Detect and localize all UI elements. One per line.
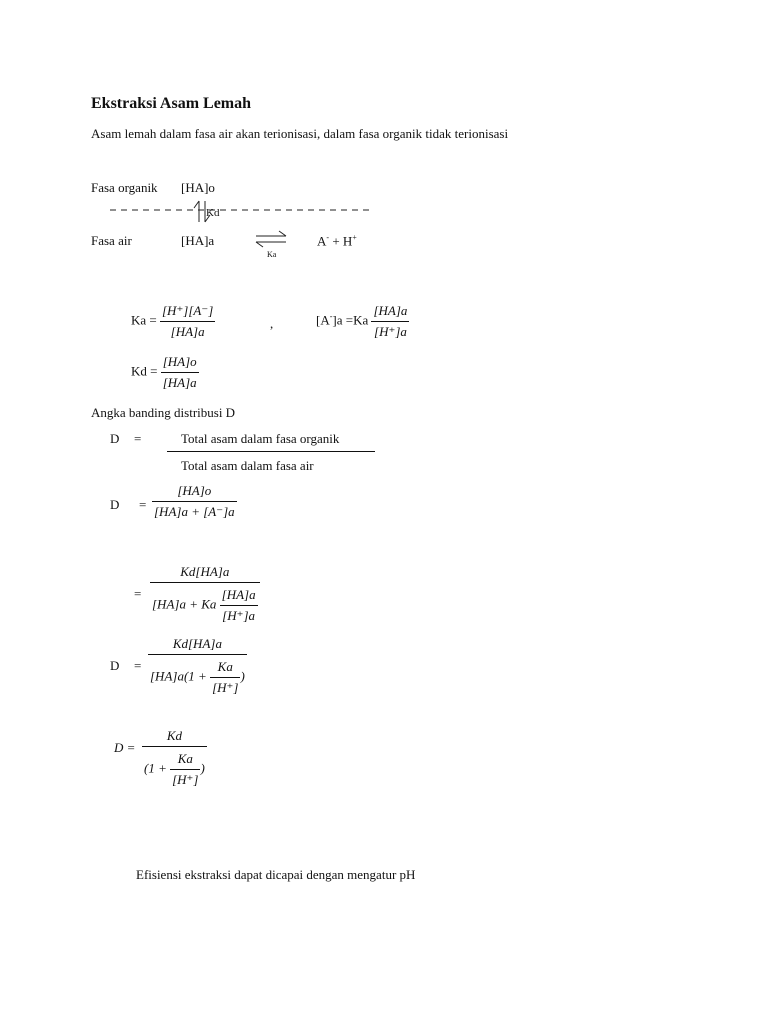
d3-fraction: Kd[HA]a [HA]a(1 + $\frac{Ka}{[H^+]}$ ) xyxy=(150,636,245,695)
fraction-bar xyxy=(167,451,375,452)
distribution-numerator: Total asam dalam fasa organik xyxy=(181,431,340,446)
kd-label: Kd xyxy=(206,207,220,219)
equals-sign: = xyxy=(134,431,142,446)
comma: , xyxy=(270,316,274,331)
d1-lhs: D xyxy=(110,497,120,512)
phase-boundary-diagram xyxy=(100,198,375,228)
d4-lhs: D = xyxy=(114,740,136,755)
d-label: D xyxy=(110,431,120,446)
distribution-heading: Angka banding distribusi D xyxy=(91,405,236,420)
ka-equation: Ka = $\frac{[H^+][A^-]}{[HA]a}$ xyxy=(131,303,214,339)
water-species: [HA]a xyxy=(181,233,215,248)
d2-equals: = xyxy=(134,586,142,601)
water-phase-label: Fasa air xyxy=(91,233,132,248)
organic-phase-label: Fasa organik xyxy=(91,180,158,195)
d1-equals: = xyxy=(139,497,147,512)
conclusion-text: Efisiensi ekstraksi dapat dicapai dengan mengatur pH xyxy=(136,867,416,882)
ionization-products: A- + H+ xyxy=(317,233,357,249)
intro-text: Asam lemah dalam fasa air akan terionisasi, dalam fasa organik tidak terionisasi xyxy=(91,126,509,141)
d4-fraction: Kd (1 + $\frac{Ka}{[H^+]}$ ) xyxy=(144,728,205,787)
kd-equation: Kd = $\frac{[HA]o}{[HA]a}$ xyxy=(131,354,197,390)
a-minus-equation: [A-]a =Ka $\frac{[HA]a}{[H^+]a}$ xyxy=(316,303,408,339)
page-title: Ekstraksi Asam Lemah xyxy=(91,95,252,112)
d2-fraction: Kd[HA]a [HA]a + Ka $\frac{[HA]a}{[H^+]a}$ xyxy=(150,562,260,626)
d3-equals: = xyxy=(134,658,142,673)
partition-arrowhead-up xyxy=(194,201,199,208)
d3-lhs: D xyxy=(110,658,120,673)
equilibrium-arrows-icon xyxy=(254,229,290,249)
ka-label: Ka xyxy=(267,250,277,259)
distribution-denominator: Total asam dalam fasa air xyxy=(181,458,314,473)
d1-fraction: $\frac{[HA]o}{[HA]a + [A^-]a}$ xyxy=(154,483,235,519)
organic-species: [HA]o xyxy=(181,180,215,195)
